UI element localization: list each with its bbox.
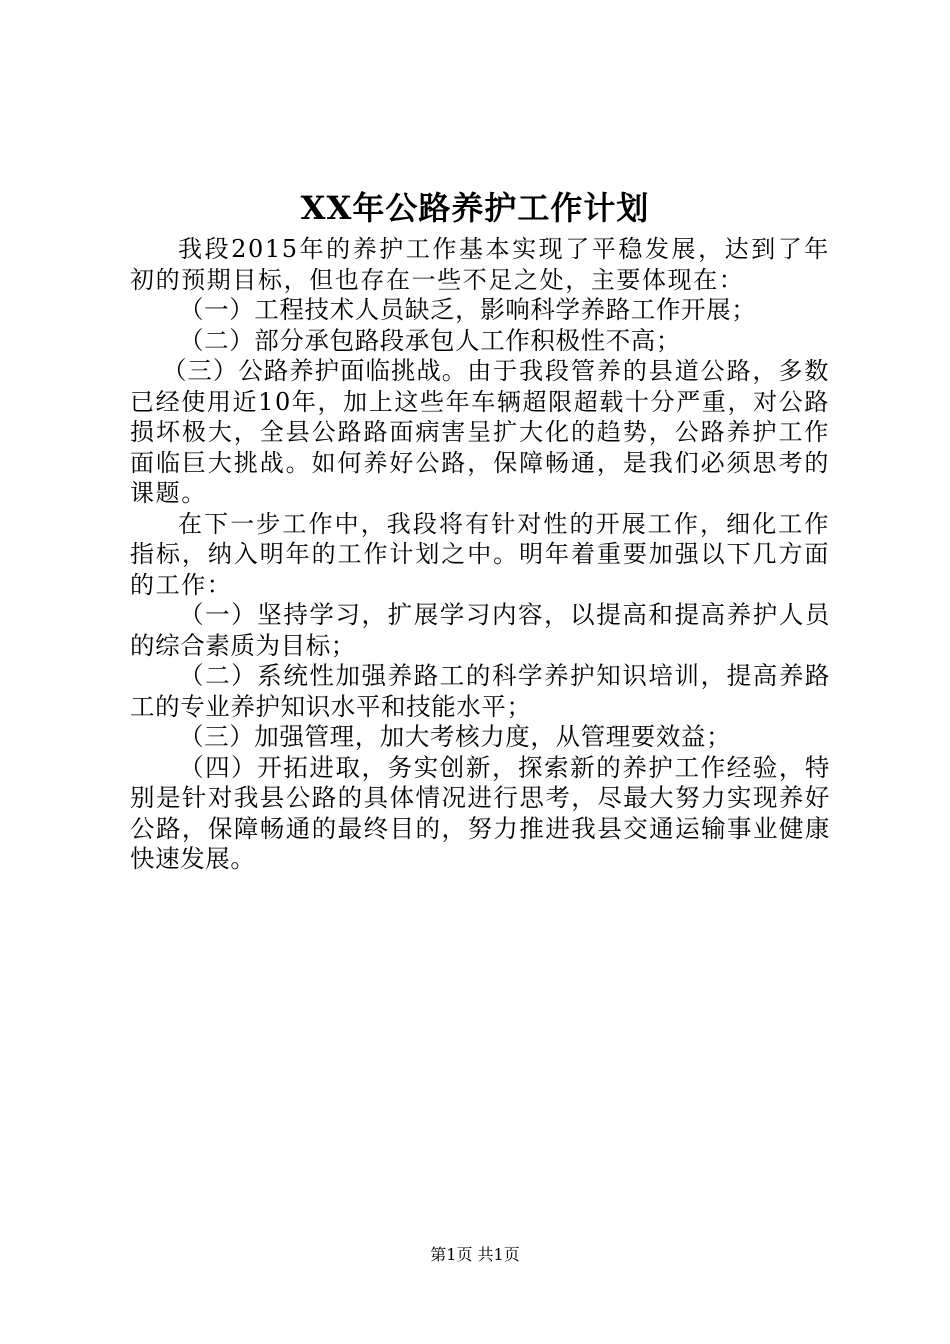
document-title: XX年公路养护工作计划 [300,189,650,227]
document-body [130,234,830,875]
paragraph-issue-2: （二）部分承包路段承包人工作积极性不高； [179,325,681,355]
page-footer: 第1页 共1页 [430,1245,520,1264]
paragraph-intro: 我段2015年的养护工作基本实现了平稳发展，达到了年初的预期目标，但也存在一些不足之处，主要体现在： [130,235,830,294]
issue-3-heading: （三）公路养护面临挑战。 [162,356,468,385]
paragraph-plan-3: （三）加强管理，加大考核力度，从管理要效益； [179,722,732,751]
issue-3-detail: 由于我段管养的县道公路，多数已经使用近10年，加上这些年车辆超限超载十分严重，对公路损坏极大，全县公路路面病害呈扩大化的趋势，公路养护工作面临巨大挑战。如何养好公路，保障畅通，是我们必须思考的课题。 [130,357,830,507]
paragraph-plan-1: （一）坚持学习，扩展学习内容，以提高和提高养护人员的综合素质为目标； [130,600,830,660]
paragraph-plan-4: （四）开拓进取，务实创新，探索新的养护工作经验，特别是针对我县公路的具体情况进行思考，尽最大努力实现养好公路，保障畅通的最终目的，努力推进我县交通运输事业健康快速发展。 [130,752,830,873]
paragraph-plan-2: （二）系统性加强养路工的科学养护知识培训，提高养路工的专业养护知识水平和技能水平； [130,661,830,721]
paragraph-issue-3 [130,356,830,509]
paragraph-issue-1: （一）工程技术人员缺乏，影响科学养路工作开展； [179,295,757,324]
paragraph-next-steps: 在下一步工作中，我段将有针对性的开展工作，细化工作指标，纳入明年的工作计划之中。明年着重要加强以下几方面的工作： [130,509,830,599]
